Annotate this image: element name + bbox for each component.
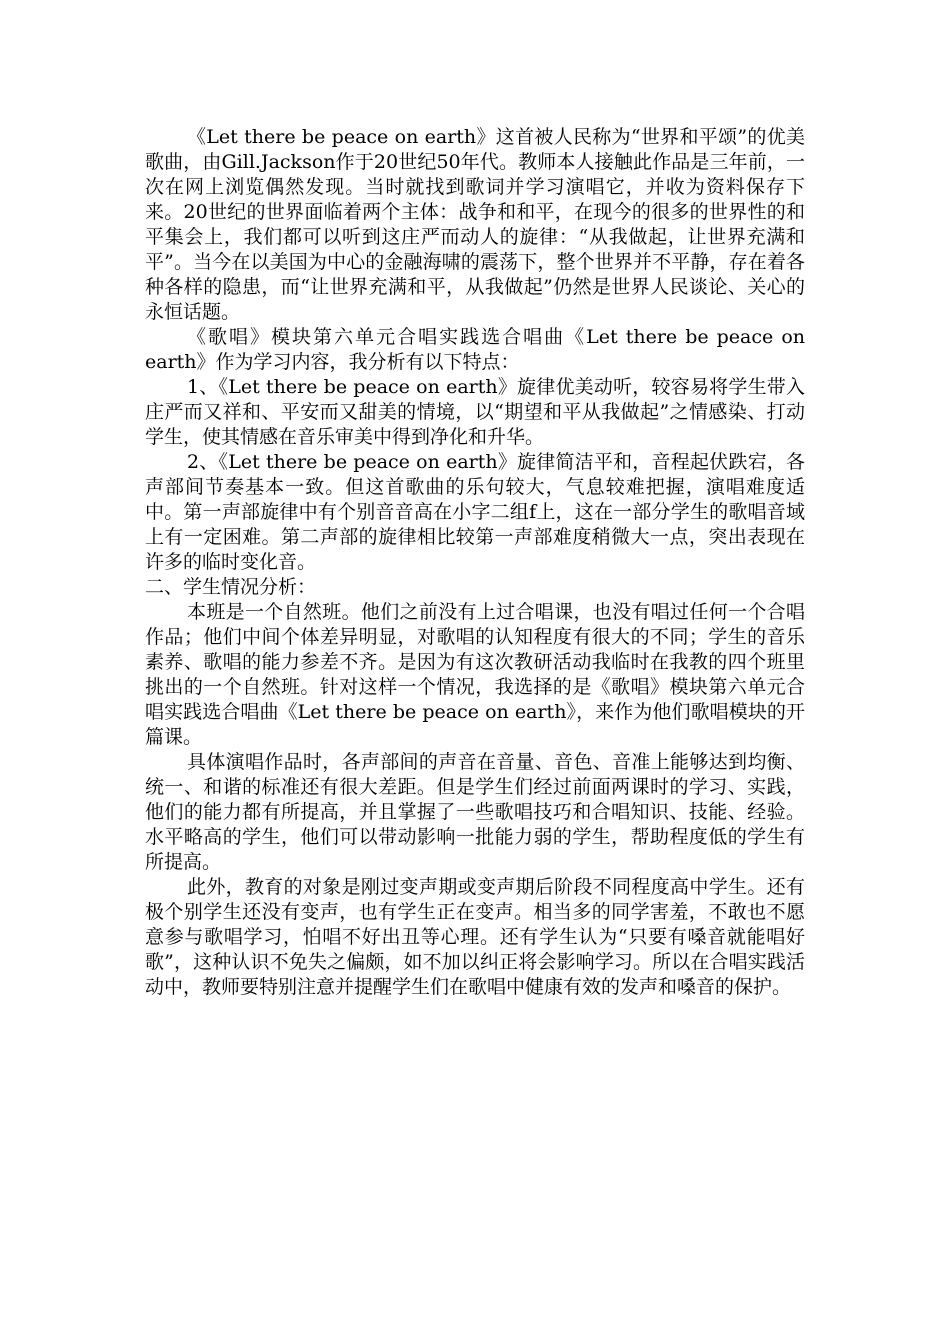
section-heading-student-analysis: 二、学生情况分析： (145, 576, 317, 598)
paragraph-song-features-intro: 《歌唱》模块第六单元合唱实践选合唱曲《Let there be peace on earth》作为学习内容，我分析有以下特点： (145, 326, 805, 373)
document-body (145, 125, 805, 1000)
paragraph-feature-1: 1、《Let there be peace on earth》旋律优美动听，较容易将学生带入庄严而又祥和、平安而又甜美的情境，以“期望和平从我做起”之情感染、打动学生，使其情感在音乐审美中得到净化和升华。 (145, 376, 805, 448)
paragraph-voice-change: 此外，教育的对象是刚过变声期或变声期后阶段不同程度高中学生。还有极个别学生还没有变声，也有学生正在变声。相当多的同学害羞，不敢也不愿意参与歌唱学习，怕唱不好出丑等心理。还有学生认为“只要有嗓音就能唱好歌”，这种认识不免失之偏颇，如不加以纠正将会影响学习。所以在合唱实践活动中，教师要特别注意并提醒学生们在歌唱中健康有效的发声和嗓音的保护。 (145, 876, 805, 998)
paragraph-feature-2: 2、《Let there be peace on earth》旋律简洁平和，音程起伏跌宕，各声部间节奏基本一致。但这首歌曲的乐句较大，气息较难把握，演唱难度适中。第一声部旋律中有个别音音高在小字二组f上，这在一部分学生的歌唱音域上有一定困难。第二声部的旋律相比较第一声部难度稍微大一点，突出表现在许多的临时变化音。 (145, 451, 805, 573)
paragraph-performance-level: 具体演唱作品时，各声部间的声音在音量、音色、音准上能够达到均衡、统一、和谐的标准还有很大差距。但是学生们经过前面两课时的学习、实践，他们的能力都有所提高，并且掌握了一些歌唱技巧和合唱知识、技能、经验。水平略高的学生，他们可以带动影响一批能力弱的学生，帮助程度低的学生有所提高。 (145, 751, 805, 873)
paragraph-class-description: 本班是一个自然班。他们之前没有上过合唱课，也没有唱过任何一个合唱作品；他们中间个体差异明显，对歌唱的认知程度有很大的不同；学生的音乐素养、歌唱的能力参差不齐。是因为有这次教研活动我临时在我教的四个班里挑出的一个自然班。针对这样一个情况，我选择的是《歌唱》模块第六单元合唱实践选合唱曲《Let there be peace on earth》，来作为他们歌唱模块的开篇课。 (145, 601, 805, 748)
paragraph-song-introduction: 《Let there be peace on earth》这首被人民称为“世界和平颂”的优美歌曲，由Gill.Jackson作于20世纪50年代。教师本人接触此作品是三年前，一次在网上浏览偶然发现。当时就找到歌词并学习演唱它，并收为资料保存下来。20世纪的世界面临着两个主体：战争和和平，在现今的很多的世界性的和平集会上，我们都可以听到这庄严而动人的旋律：“从我做起，让世界充满和平”。当今在以美国为中心的金融海啸的震荡下，整个世界并不平静，存在着各种各样的隐患，而“让世界充满和平，从我做起”仍然是世界人民谈论、关心的永恒话题。 (145, 126, 805, 323)
